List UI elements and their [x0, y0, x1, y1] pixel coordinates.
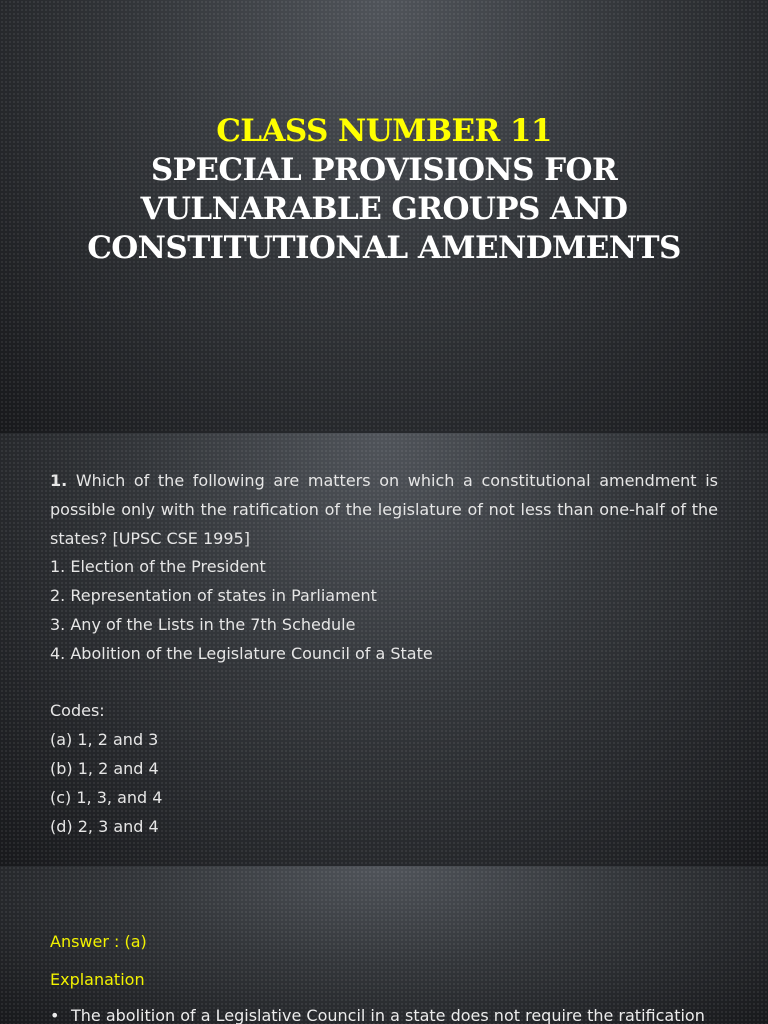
answer-block: [50, 928, 718, 1024]
codes-label: Codes:: [50, 701, 105, 721]
statement-item: 4. Abolition of the Legislature Council of a State: [50, 643, 433, 663]
bullet-text: The abolition of a Legislative Council in a state does not require the ratification: [71, 1006, 705, 1024]
bullet-icon: •: [50, 1006, 60, 1024]
question-stem: Which of the following are matters on which a constitutional amendment is possible only with the ratification of the legislature of not less than one-half of the states? [UPSC CSE 1995]: [50, 471, 718, 548]
statement-item: 3. Any of the Lists in the 7th Schedule: [50, 614, 356, 634]
title-line: SPECIAL PROVISIONS FOR: [150, 152, 618, 188]
title-slide: [0, 0, 768, 433]
question-block: [50, 467, 718, 841]
answer-option: (c) 1, 3, and 4: [50, 787, 163, 807]
explanation-bullet: [50, 1004, 718, 1024]
statement-item: 1. Election of the President: [50, 557, 266, 577]
title-line: VULNARABLE GROUPS AND: [140, 191, 628, 227]
spacer: [50, 669, 718, 698]
class-number-heading: CLASS NUMBER 11: [216, 113, 552, 149]
statement-item: 2. Representation of states in Parliament: [50, 586, 377, 606]
title-line: CONSTITUTIONAL AMENDMENTS: [87, 230, 681, 266]
answer-text: Answer : (a): [50, 932, 147, 951]
title-block: [0, 112, 768, 268]
answer-option: (d) 2, 3 and 4: [50, 816, 159, 836]
question-text: [50, 467, 718, 553]
explanation-heading: Explanation: [50, 970, 145, 989]
question-number: 1.: [50, 471, 68, 490]
question-slide: [0, 433, 768, 866]
answer-option: (a) 1, 2 and 3: [50, 730, 159, 750]
answer-option: (b) 1, 2 and 4: [50, 758, 159, 778]
answer-slide: [0, 866, 768, 1024]
